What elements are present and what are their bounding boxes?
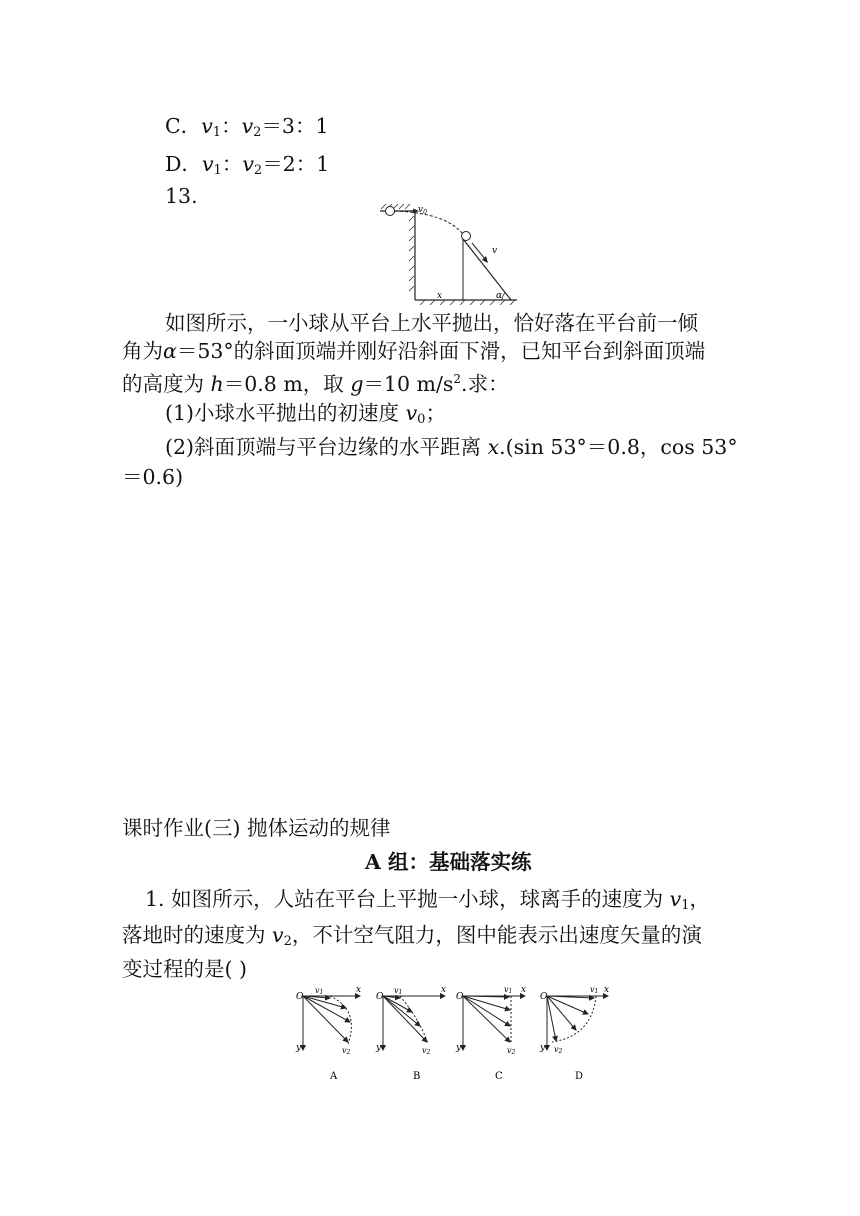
choice-b-v2-label: v2 [422, 1046, 431, 1056]
question-13-number: 13. [165, 184, 198, 208]
question-13-line-3: 的高度为 h＝0.8 m，取 g＝10 $m/s^2$.求： [122, 372, 509, 396]
choice-c-diagram [455, 985, 526, 1082]
choice-c-label: C [495, 1071, 503, 1082]
choice-c-v1-label: v1 [504, 985, 513, 995]
option-c: C．$v_1$：$v_2=3$：1 [165, 114, 329, 140]
question-1-line-1: 1. 如图所示，人站在平台上平抛一小球，球离手的速度为 $v_1$， [145, 887, 710, 913]
answer-choice-diagrams [290, 980, 620, 1085]
choice-b-diagram [375, 985, 446, 1082]
choice-a-v1-label: v1 [315, 986, 324, 996]
choice-d-y-label: y [540, 1043, 546, 1053]
choice-b-y-label: y [376, 1043, 382, 1053]
question-1-line-3: 变过程的是( ) [122, 957, 248, 981]
choice-d-x-label: x [604, 985, 610, 995]
group-heading: A 组：基础落实练 [365, 850, 532, 874]
choice-d-diagram [539, 985, 609, 1082]
choice-b-label: B [413, 1071, 421, 1082]
choice-d-v1-label: v1 [590, 985, 599, 995]
choice-a-y-label: y [296, 1043, 302, 1053]
choice-a-v2-label: v2 [342, 1046, 351, 1056]
homework-title: 课时作业(三) 抛体运动的规律 [122, 816, 391, 840]
choice-b-v1-label: v1 [394, 986, 403, 996]
label-v0: $v_0$ [418, 205, 427, 216]
choice-c-x-label: x [521, 985, 527, 995]
choice-c-y-label: y [456, 1043, 462, 1053]
choice-b-origin: O [376, 992, 384, 1002]
choice-d-origin: O [540, 992, 548, 1002]
option-d: D．$v_1$：$v_2=2$：1 [165, 152, 330, 178]
question-13-figure [375, 203, 525, 305]
choice-a-label: A [330, 1071, 338, 1082]
choice-a-origin: O [296, 992, 304, 1002]
label-v: v [492, 246, 498, 256]
choice-c-v2-label: v2 [507, 1046, 516, 1056]
choice-a-diagram [295, 985, 361, 1082]
choice-d-v2-label: v2 [554, 1045, 563, 1055]
label-alpha: α [496, 291, 503, 301]
choice-a-x-label: x [356, 985, 362, 995]
choice-c-origin: O [456, 992, 464, 1002]
ball-start [386, 207, 395, 216]
question-13-line-2: 角为α＝53°的斜面顶端并刚好沿斜面下滑，已知平台到斜面顶端 [122, 339, 706, 363]
question-13-sub-1: (1)小球水平抛出的初速度 $v_0$； [165, 401, 446, 427]
label-x: x [437, 291, 443, 301]
question-13-sub-2: (2)斜面顶端与平台边缘的水平距离 x.(sin 53°＝0.8，cos 53° [165, 435, 738, 459]
choice-b-x-label: x [441, 985, 447, 995]
question-13-line-1: 如图所示，一小球从平台上水平抛出，恰好落在平台前一倾 [165, 311, 698, 335]
choice-d-label: D [575, 1071, 584, 1082]
question-1-line-2: 落地时的速度为 $v_2$，不计空气阻力，图中能表示出速度矢量的演 [122, 923, 702, 949]
question-13-sub-2-cont: ＝0.6) [122, 465, 184, 489]
